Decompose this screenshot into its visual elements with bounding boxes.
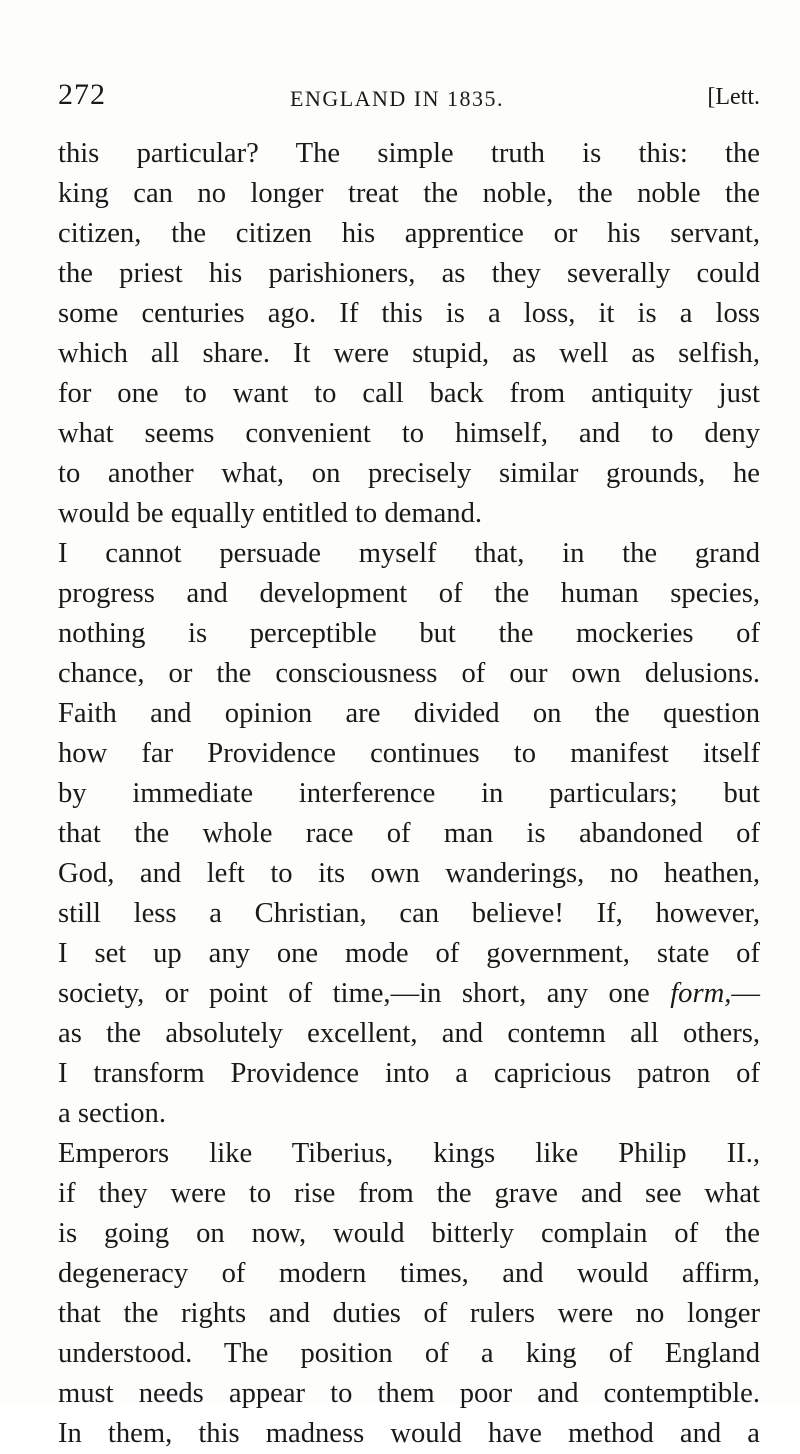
text-line: citizen, the citizen his apprentice or his servant,: [58, 218, 760, 249]
running-header: [58, 78, 760, 114]
text-line: is going on now, would bitterly complain of the: [58, 1218, 760, 1249]
page-number: 272: [58, 78, 106, 111]
text-line: as the absolutely excellent, and contemn all others,: [58, 1018, 760, 1049]
text-dash: —: [731, 978, 760, 1009]
text-line: progress and development of the human species,: [58, 578, 760, 609]
text-line: still less a Christian, can believe! If, however,: [58, 898, 760, 929]
text-line: degeneracy of modern times, and would affirm,: [58, 1258, 760, 1289]
text-line: In them, this madness would have method and a: [58, 1418, 760, 1449]
text-line: must needs appear to them poor and contemptible.: [58, 1378, 760, 1409]
text-line-with-italic: [58, 974, 760, 1014]
body-text: [58, 134, 760, 1454]
text-line: which all share. It were stupid, as well as selfish,: [58, 338, 760, 369]
text-line: understood. The position of a king of England: [58, 1338, 760, 1369]
text-line: if they were to rise from the grave and see what: [58, 1178, 760, 1209]
text-line: God, and left to its own wanderings, no heathen,: [58, 858, 760, 889]
text-line: to another what, on precisely similar grounds, he: [58, 458, 760, 489]
text-line: chance, or the consciousness of our own delusions.: [58, 658, 760, 689]
text-line: a section.: [58, 1098, 166, 1129]
running-title: ENGLAND IN 1835.: [290, 86, 505, 111]
text-line: the priest his parishioners, as they severally could: [58, 258, 760, 289]
text-line: that the whole race of man is abandoned of: [58, 818, 760, 849]
running-bracket: [Lett.: [707, 84, 760, 110]
text-line: I transform Providence into a capricious patron of: [58, 1058, 760, 1089]
text-line: king can no longer treat the noble, the noble the: [58, 178, 760, 209]
text-line: this particular? The simple truth is this: the: [58, 138, 760, 169]
text-segment: society, or point of time,—in short, any one: [58, 978, 650, 1009]
text-line: nothing is perceptible but the mockeries of: [58, 618, 760, 649]
italic-word: form,: [670, 978, 732, 1009]
text-line: for one to want to call back from antiquity just: [58, 378, 760, 409]
text-line: some centuries ago. If this is a loss, it is a loss: [58, 298, 760, 329]
text-line: I cannot persuade myself that, in the grand: [58, 538, 760, 569]
text-line: Emperors like Tiberius, kings like Philip II.,: [58, 1138, 760, 1169]
text-line: that the rights and duties of rulers were no longer: [58, 1298, 760, 1329]
text-line: I set up any one mode of government, state of: [58, 938, 760, 969]
text-line: by immediate interference in particulars; but: [58, 778, 760, 809]
text-line: what seems convenient to himself, and to deny: [58, 418, 760, 449]
text-line: would be equally entitled to demand.: [58, 498, 483, 529]
text-line: Faith and opinion are divided on the question: [58, 698, 760, 729]
text-line: how far Providence continues to manifest itself: [58, 738, 760, 769]
